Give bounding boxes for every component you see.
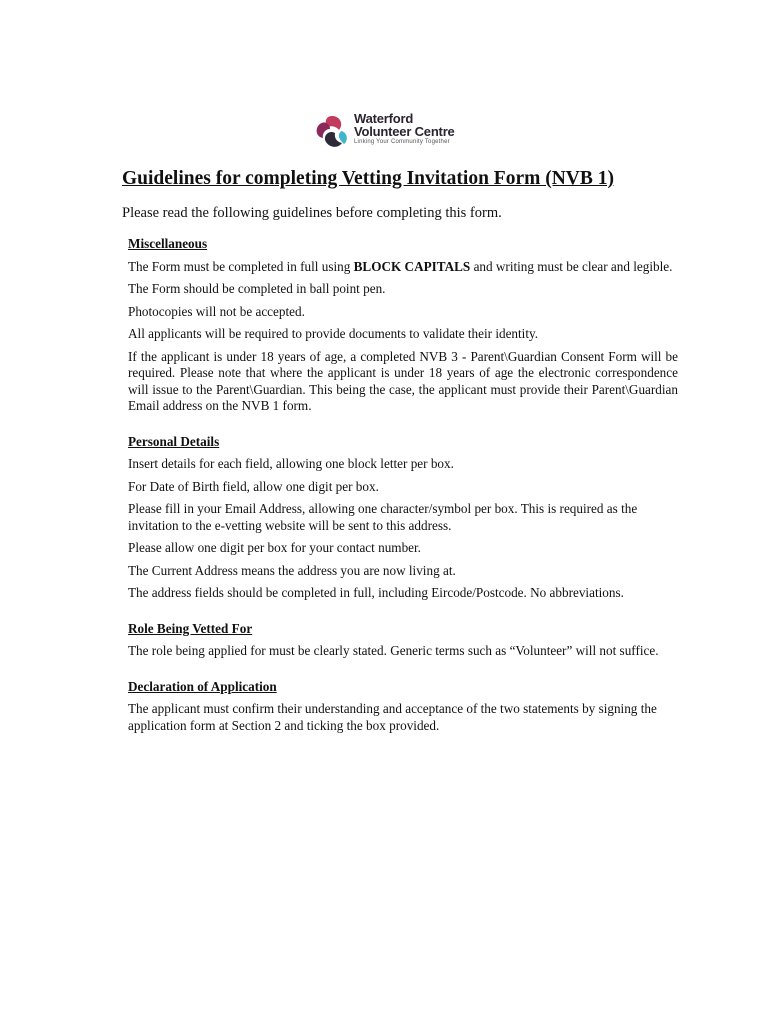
guidelines-content [128,236,678,753]
waterford-volunteer-centre-logo [312,110,462,152]
emphasis-text: BLOCK CAPITALS [353,258,471,274]
page-title: Guidelines for completing Vetting Invitation Form (NVB 1) [122,168,615,189]
paragraph-date-of-birth: For Date of Birth field, allow one digit per box. [128,478,379,494]
logo-mark-icon [312,112,352,152]
paragraph-identity-documents: All applicants will be required to provide documents to validate their identity. [128,326,539,341]
paragraph-text: and writing must be clear and legible. [470,258,673,274]
section-heading-personal-details: Personal Details [128,433,220,449]
paragraph-contact-number: Please allow one digit per box for your contact number. [128,540,421,555]
paragraph-under-18: If the applicant is under 18 years of age, a completed NVB 3 - Parent\Guardian Consent Form will be required. Please note that where the applicant is under 18 years of age the electronic correspondence will issue to the Parent\Guardian. This being the case, the applicant must provide their Parent\Guardian Email address on the NVB 1 form. [128,348,678,413]
section-role-being-vetted [128,621,678,660]
logo-tagline: Linking Your Community Together [354,139,450,145]
section-miscellaneous [128,236,678,415]
paragraph-block-capitals [128,259,678,276]
section-heading-miscellaneous: Miscellaneous [128,236,208,251]
section-heading-declaration: Declaration of Application [128,678,277,694]
intro-text: Please read the following guidelines before completing this form. [122,205,502,221]
logo-text [354,112,455,146]
section-heading-role: Role Being Vetted For [128,620,253,636]
paragraph-address-fields: The address fields should be completed in full, including Eircode/Postcode. No abbreviations. [128,585,624,600]
logo-line-1: Waterford [354,111,414,126]
paragraph-block-letters: Insert details for each field, allowing one block letter per box. [128,456,454,471]
paragraph-text: The Form must be completed in full using [128,258,354,274]
paragraph-declaration: The applicant must confirm their understanding and acceptance of the two statements by signing the application form at Section 2 and ticking the box provided. [128,701,657,733]
paragraph-email-address: Please fill in your Email Address, allowing one character/symbol per box. This is required as the invitation to the e-vetting website will be sent to this address. [128,501,638,533]
logo-line-2: Volunteer Centre [354,124,455,139]
paragraph-ball-point-pen: The Form should be completed in ball point pen. [128,281,386,296]
section-declaration [128,679,678,735]
paragraph-role-stated: The role being applied for must be clearly stated. Generic terms such as “Volunteer” will not suffice. [128,643,659,658]
paragraph-photocopies: Photocopies will not be accepted. [128,303,305,319]
paragraph-current-address: The Current Address means the address you are now living at. [128,562,456,578]
section-personal-details [128,434,678,602]
